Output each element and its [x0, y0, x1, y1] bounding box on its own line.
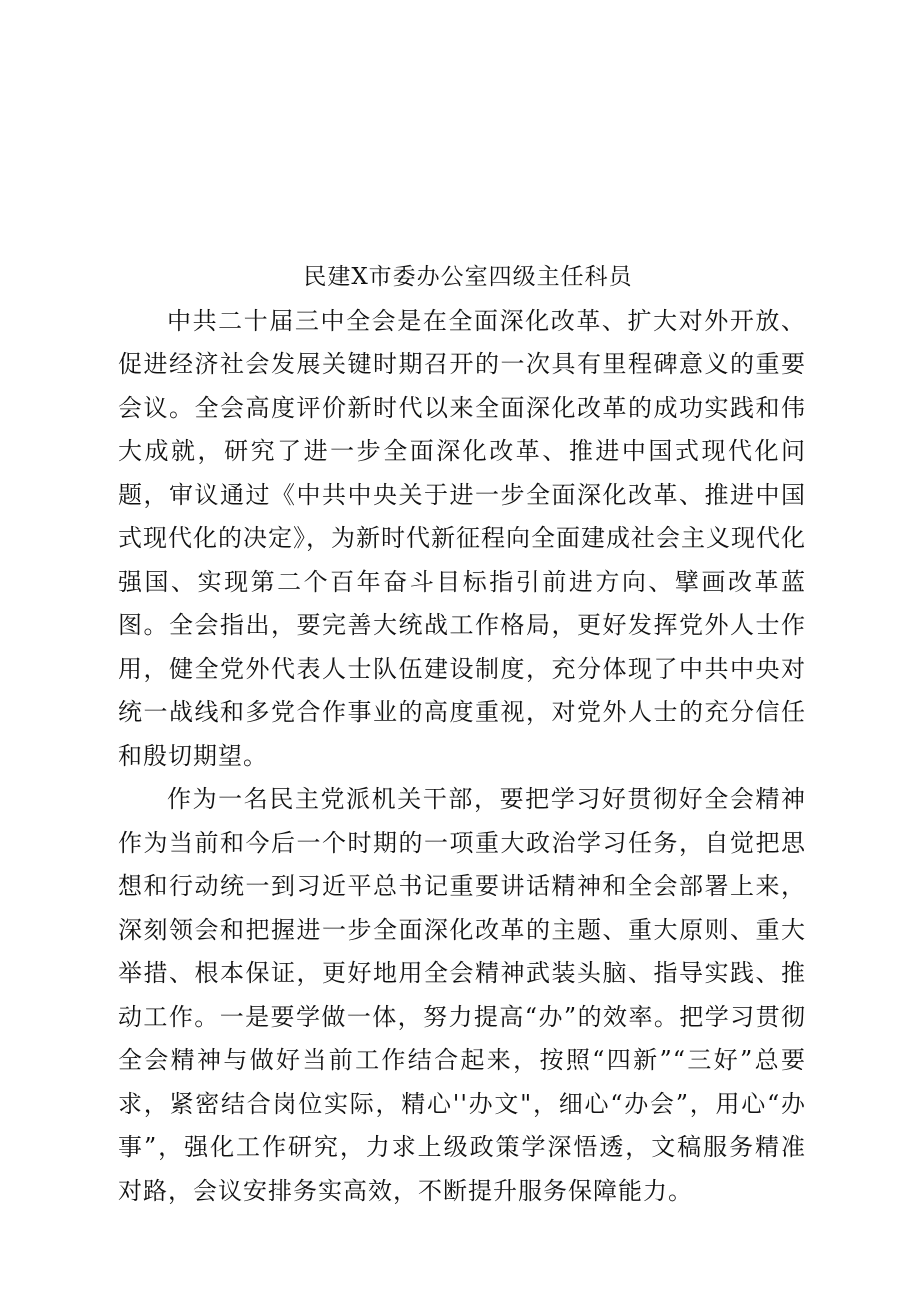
document-body: [118, 256, 806, 1213]
author-line: 民建X市委办公室四级主任科员: [303, 264, 633, 290]
paragraph-2: 作为一名民主党派机关干部，要把学习好贯彻好全会精神作为当前和今后一个时期的一项重大政治学习任务，自觉把思想和行动统一到习近平总书记重要讲话精神和全会部署上来，深刻领会和把握进一步全面深化改革的主题、重大原则、重大举措、根本保证，更好地用全会精神武装头脑、指导实践、推动工作。一是要学做一体，努力提高“办”的效率。把学习贯彻全会精神与做好当前工作结合起来，按照“四新”“三好”总要求，紧密结合岗位实际，精心''办文"，细心“办会”，用心“办事”，强化工作研究，力求上级政策学深悟透，文稿服务精准对路，会议安排务实高效，不断提升服务保障能力。: [118, 785, 806, 1205]
paragraph-1: 中共二十届三中全会是在全面深化改革、扩大对外开放、促进经济社会发展关键时期召开的一次具有里程碑意义的重要会议。全会高度评价新时代以来全面深化改革的成功实践和伟大成就，研究了进一步全面深化改革、推进中国式现代化问题，审议通过《中共中央关于进一步全面深化改革、推进中国式现代化的决定》，为新时代新征程向全面建成社会主义现代化强国、实现第二个百年奋斗目标指引前进方向、擘画改革蓝图。全会指出，要完善大统战工作格局，更好发挥党外人士作用，健全党外代表人士队伍建设制度，充分体现了中共中央对统一战线和多党合作事业的高度重视，对党外人士的充分信任和殷切期望。: [118, 306, 806, 770]
